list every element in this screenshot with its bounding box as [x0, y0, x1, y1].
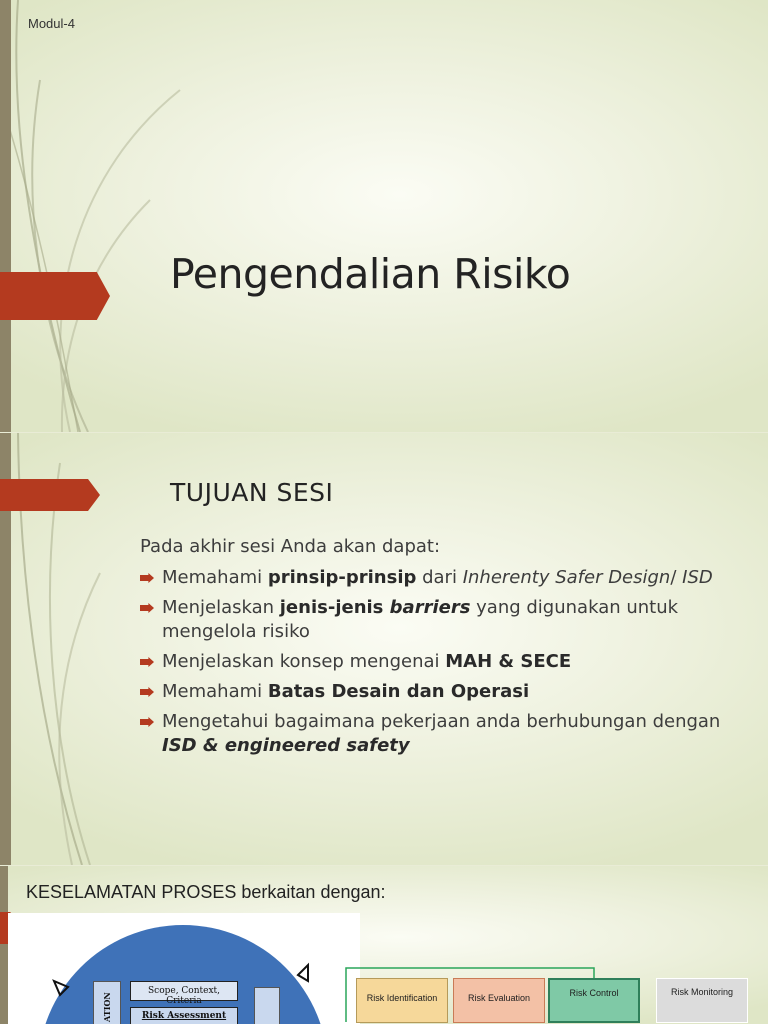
- stage-risk-monitoring: Risk Monitoring: [656, 978, 748, 1023]
- list-item: Menjelaskan konsep mengenai MAH & SECE: [140, 650, 740, 674]
- arrow-markers: [8, 913, 360, 1024]
- risk-assessment-box: Risk Assessment: [130, 1007, 238, 1024]
- left-accent-bar: [0, 866, 8, 1024]
- section-title: KESELAMATAN PROSES berkaitan dengan:: [26, 882, 386, 902]
- list-item: Memahami prinsip-prinsip dari Inherenty Safer Design/ ISD: [140, 566, 740, 590]
- list-item: Memahami Batas Desain dan Operasi: [140, 680, 740, 704]
- stage-risk-identification: Risk Identification: [356, 978, 448, 1023]
- left-accent-bar: [0, 0, 11, 432]
- title-ribbon: [0, 272, 110, 320]
- intro-text: Pada akhir sesi Anda akan dapat:: [140, 536, 441, 557]
- decorative-vines: [0, 0, 768, 432]
- arrow-bullet-icon: [140, 687, 154, 697]
- objectives-slide: [0, 433, 768, 865]
- module-tag: Modul-4: [28, 16, 75, 31]
- slide-title: Pengendalian Risiko: [170, 250, 571, 298]
- title-ribbon: [0, 479, 100, 511]
- stage-risk-control: Risk Control: [548, 978, 640, 1023]
- risk-management-diagram: [8, 913, 360, 1024]
- objectives-list: [140, 566, 740, 764]
- arrow-bullet-icon: [140, 657, 154, 667]
- section-title: TUJUAN SESI: [170, 478, 334, 507]
- list-item: Menjelaskan jenis-jenis barriers yang digunakan untuk mengelola risiko: [140, 596, 740, 644]
- title-slide: [0, 0, 768, 432]
- list-item: Mengetahui bagaimana pekerjaan anda berhubungan dengan ISD & engineered safety: [140, 710, 740, 758]
- side-label: ATION: [102, 992, 112, 1022]
- process-safety-slide: [0, 866, 768, 1024]
- arrow-bullet-icon: [140, 573, 154, 583]
- scope-box: Scope, Context, Criteria: [130, 981, 238, 1001]
- arrow-bullet-icon: [140, 717, 154, 727]
- arrow-bullet-icon: [140, 603, 154, 613]
- stage-risk-evaluation: Risk Evaluation: [453, 978, 545, 1023]
